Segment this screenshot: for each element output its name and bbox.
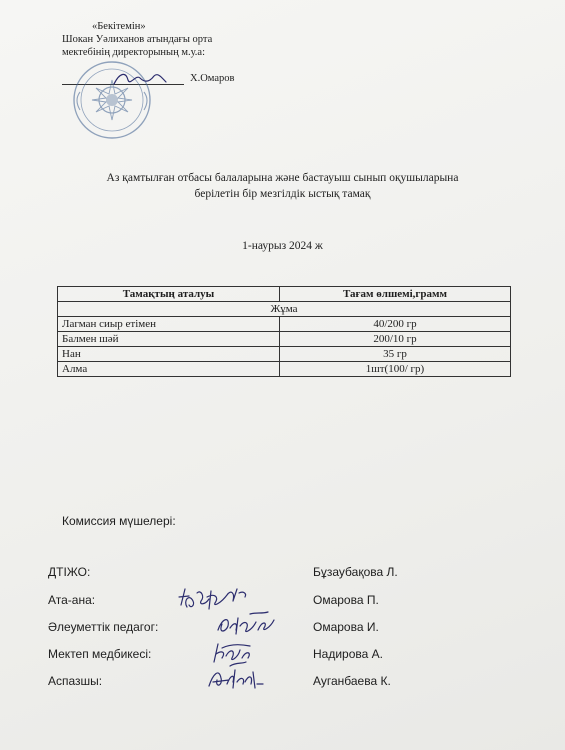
- member-role: Әлеуметтік педагог:: [48, 620, 159, 634]
- member-name: Омарова П.: [313, 593, 379, 607]
- title-line-1: Аз қамтылған отбасы балаларына және бастауыш сынып оқушыларына: [106, 172, 459, 184]
- title-line-2: берілетін бір мезгілдік ыстық тамақ: [194, 188, 371, 200]
- member-name: Бұзаубақова Л.: [313, 565, 398, 579]
- member-name: Ауганбаева К.: [313, 674, 391, 688]
- dish-name: Алма: [58, 362, 280, 377]
- document-date: 1-наурыз 2024 ж: [242, 240, 323, 252]
- approve-word: «Бекітемін»: [92, 21, 146, 32]
- dish-name: Балмен шәй: [58, 332, 280, 347]
- dish-name: Нан: [58, 347, 280, 362]
- member-role: ДТІЖО:: [48, 565, 91, 579]
- social-pedagogue-signature: [212, 610, 282, 640]
- column-header-portion: Тағам өлшемі,грамм: [280, 287, 511, 302]
- day-label: Жұма: [58, 302, 511, 317]
- member-role: Мектеп медбикесі:: [48, 647, 152, 661]
- member-name: Омарова И.: [313, 620, 379, 634]
- parent-signature: [175, 583, 250, 613]
- cook-signature: [205, 664, 267, 692]
- dish-portion: 40/200 гр: [280, 317, 511, 332]
- dish-portion: 1шт(100/ гр): [280, 362, 511, 377]
- commission-label: Комиссия мүшелері:: [62, 514, 176, 528]
- dish-name: Лагман сиыр етімен: [58, 317, 280, 332]
- approval-line-2: мектебінің директорының м.у.а:: [62, 47, 205, 58]
- member-role: Аспазшы:: [48, 674, 103, 688]
- dish-portion: 200/10 гр: [280, 332, 511, 347]
- director-name: Х.Омаров: [190, 73, 235, 84]
- dish-portion: 35 гр: [280, 347, 511, 362]
- approval-line-1: Шокан Уәлиханов атындағы орта: [62, 34, 213, 45]
- member-role: Ата-ана:: [48, 593, 96, 607]
- member-name: Надирова А.: [313, 647, 383, 661]
- column-header-dish: Тамақтың аталуы: [58, 287, 280, 302]
